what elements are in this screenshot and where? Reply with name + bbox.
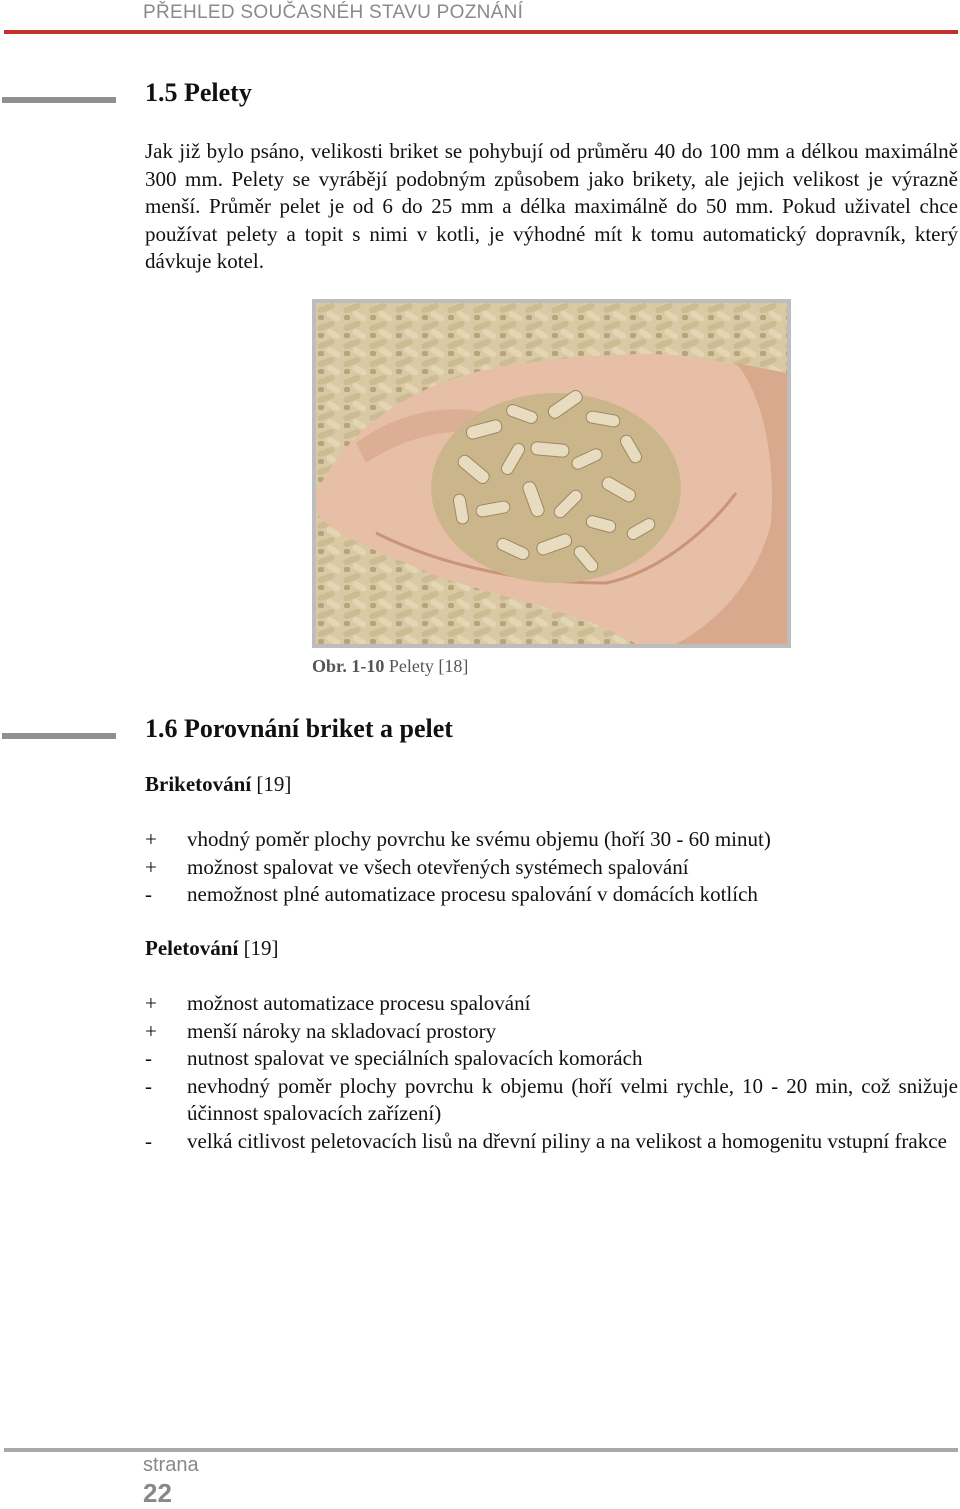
- list-item-text: nevhodný poměr plochy povrchu k objemu (hoří velmi rychle, 10 - 20 min, což snižuje účinnost spalovacích zařízení): [187, 1073, 958, 1125]
- list-item-sign: +: [145, 827, 157, 851]
- subheading-briketovani-ref: [19]: [251, 772, 292, 796]
- list-item-text: vhodný poměr plochy povrchu ke svému objemu (hoří 30 - 60 minut): [187, 827, 771, 851]
- header-rule: [4, 30, 958, 34]
- figure-caption-text: Pelety [18]: [384, 656, 469, 676]
- list-item: [145, 854, 958, 882]
- list-item-text: nutnost spalovat ve speciálních spalovacích komorách: [187, 1046, 643, 1070]
- figure-caption-label: Obr. 1-10: [312, 656, 385, 676]
- list-item-sign: -: [145, 1073, 152, 1098]
- subheading-peletovani: [145, 936, 279, 961]
- list-item-text: menší nároky na skladovací prostory: [187, 1018, 497, 1043]
- list-item-text: velká citlivost peletovacích lisů na dřevní piliny a na velikost a homogenitu vstupní frakce: [187, 1128, 947, 1153]
- list-item-sign: +: [145, 854, 157, 879]
- footer-rule: [4, 1448, 958, 1452]
- section-marker-bar: [2, 733, 116, 739]
- list-item-sign: +: [145, 1018, 157, 1043]
- list-item-text: možnost automatizace procesu spalování: [187, 991, 531, 1015]
- section-marker-bar: [2, 97, 116, 103]
- section-heading-pelety: 1.5 Pelety: [145, 78, 252, 107]
- list-item: [145, 990, 958, 1018]
- subheading-peletovani-ref: [19]: [238, 936, 279, 960]
- footer-page-number: 22: [143, 1478, 172, 1508]
- list-item: [145, 1073, 958, 1128]
- list-item: [145, 826, 958, 854]
- list-item: [145, 1128, 958, 1156]
- list-item: [145, 881, 958, 909]
- list-item-sign: -: [145, 882, 152, 906]
- section-heading-comparison: 1.6 Porovnání briket a pelet: [145, 714, 453, 743]
- subheading-briketovani-title: Briketování: [145, 772, 252, 796]
- list-item: [145, 1018, 958, 1046]
- running-header: PŘEHLED SOUČASNÉH STAVU POZNÁNÍ: [143, 2, 524, 23]
- figure-caption: [312, 656, 468, 677]
- briketovani-list: [145, 826, 958, 909]
- subheading-briketovani: [145, 772, 291, 797]
- subheading-peletovani-title: Peletování: [145, 936, 239, 960]
- peletovani-list: [145, 990, 958, 1155]
- list-item-text: možnost spalovat ve všech otevřených systémech spalování: [187, 854, 689, 879]
- list-item: [145, 1045, 958, 1073]
- pellets-in-hand-photo: [312, 299, 791, 648]
- footer-page-label: strana: [143, 1454, 199, 1476]
- list-item-text: nemožnost plné automatizace procesu spalování v domácích kotlích: [187, 882, 758, 906]
- list-item-sign: -: [145, 1128, 152, 1153]
- body-paragraph: Jak již bylo psáno, velikosti briket se pohybují od průměru 40 do 100 mm a délkou maximálně 300 mm. Pelety se vyrábějí podobným způsobem jako brikety, ale jejich velikost je výrazně menší. Průměr pelet je od 6 do 25 mm a délka maximálně do 50 mm. Pokud uživatel chce používat pelety a topit s nimi v kotli, je výhodné mít k tomu automatický dopravník, který dávkuje kotel.: [145, 139, 958, 273]
- list-item-sign: +: [145, 991, 157, 1015]
- list-item-sign: -: [145, 1046, 152, 1070]
